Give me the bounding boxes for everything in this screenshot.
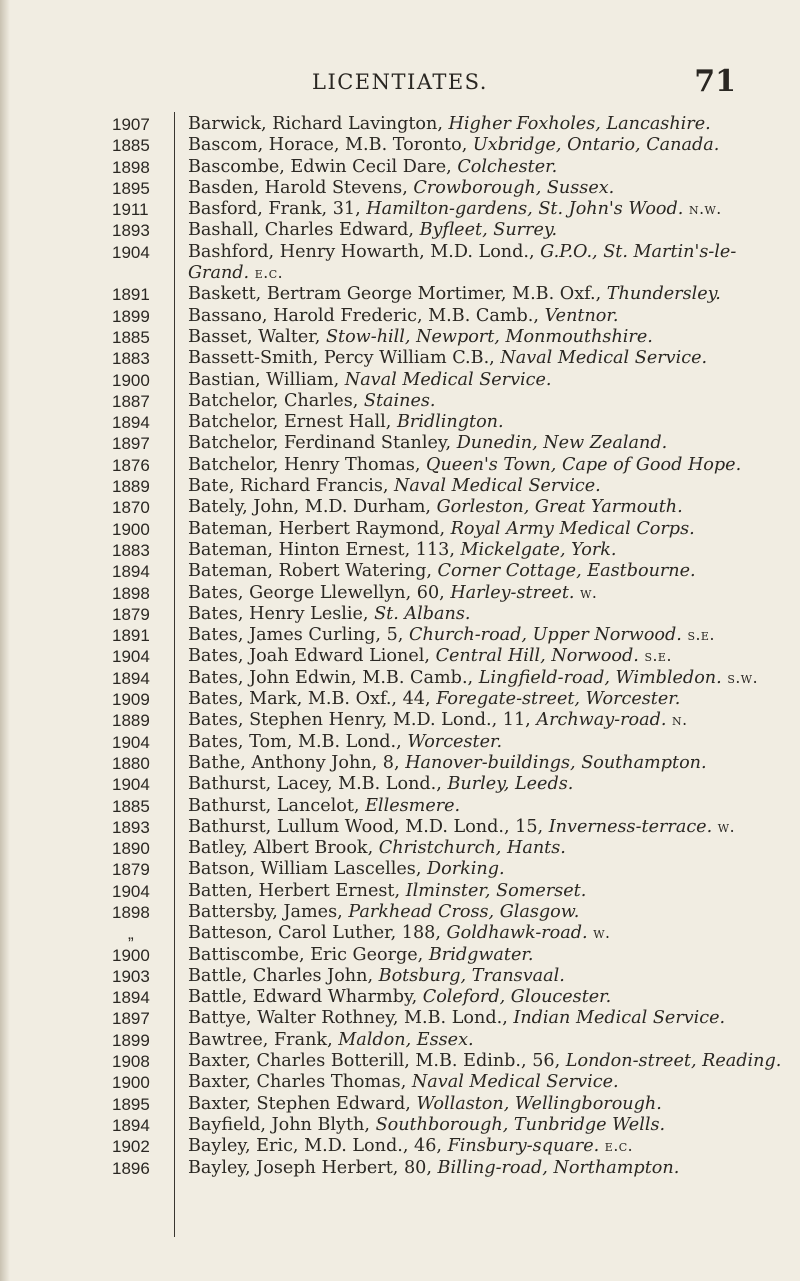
entry-text (188, 1030, 474, 1051)
entry-name: Bastian, William, (188, 369, 345, 390)
entry-name: Basden, Harold Stevens, (188, 177, 414, 198)
entry-text (188, 476, 601, 497)
entry-text (188, 1158, 679, 1179)
entry-year: 1904 (112, 647, 150, 667)
entry-place: Southborough, Tunbridge Wells. (375, 1114, 666, 1135)
list-item (112, 263, 800, 284)
entry-postal-district: n.w. (688, 200, 722, 219)
list-item (112, 1136, 800, 1157)
list-item (112, 923, 800, 944)
entry-text (188, 966, 565, 987)
entry-place: Thundersley. (606, 284, 721, 305)
entry-text (188, 135, 719, 156)
entry-text (188, 817, 735, 838)
list-item (112, 1051, 800, 1072)
entry-name: Batteson, Carol Luther, 188, (188, 923, 447, 944)
entry-year: 1904 (112, 881, 150, 901)
entry-year: 1909 (112, 690, 150, 710)
entry-year: 1893 (112, 817, 150, 837)
entry-year: 1904 (112, 732, 150, 752)
entry-text (188, 391, 436, 412)
entry-year: 1885 (112, 136, 150, 156)
entry-text (188, 1072, 619, 1093)
page-header (0, 58, 800, 99)
entry-text (188, 242, 736, 263)
entry-text (188, 668, 758, 689)
list-item (112, 710, 800, 731)
entry-name: Bathe, Anthony John, 8, (188, 752, 406, 773)
entry-name: Battye, Walter Rothney, M.B. Lond., (188, 1008, 514, 1029)
entry-year: 1899 (112, 1030, 150, 1050)
entry-name: Bassano, Harold Frederic, M.B. Camb., (188, 305, 545, 326)
list-item (112, 1030, 800, 1051)
entry-place: Dunedin, New Zealand. (456, 433, 668, 454)
entry-text (188, 220, 557, 241)
entry-year: 1876 (112, 455, 150, 475)
entry-place: Finsbury-square. (447, 1136, 600, 1157)
list-item (112, 838, 800, 859)
entry-name: Bate, Richard Francis, (188, 476, 395, 497)
entry-text (188, 412, 504, 433)
list-item (112, 796, 800, 817)
entry-postal-district: w. (593, 924, 611, 943)
entry-text (188, 519, 695, 540)
entry-place: Billing-road, Northampton. (437, 1157, 680, 1178)
entry-place: Indian Medical Service. (513, 1008, 726, 1029)
list-item (112, 668, 800, 689)
entry-text (188, 859, 505, 880)
entry-text (188, 327, 653, 348)
entry-text (188, 1008, 725, 1029)
entry-year: 1879 (112, 860, 150, 880)
list-item (112, 902, 800, 923)
entry-place: Goldhawk-road. (446, 923, 588, 944)
entry-text (188, 646, 672, 667)
entry-text (188, 306, 618, 327)
entry-name: Bateman, Herbert Raymond, (188, 518, 451, 539)
entry-name: Baxter, Charles Thomas, (188, 1072, 412, 1093)
list-item (112, 199, 800, 220)
entry-year: 1880 (112, 753, 150, 773)
entry-name: Batley, Albert Brook, (188, 838, 379, 859)
entry-postal-district: w. (717, 817, 736, 836)
entry-place: Byfleet, Surrey. (419, 220, 558, 241)
entry-name: Bayfield, John Blyth, (188, 1114, 376, 1135)
entry-year: 1894 (112, 668, 150, 688)
running-title: LICENTIATES. (312, 70, 488, 94)
entry-text (188, 945, 533, 966)
entry-place: Gorleston, Great Yarmouth. (436, 497, 683, 518)
entry-year: 1896 (112, 1158, 150, 1178)
entry-postal-district: e.c. (604, 1137, 634, 1156)
entry-place: Ilminster, Somerset. (405, 880, 587, 901)
entry-place: Bridgwater. (428, 944, 534, 965)
entry-text (188, 1115, 665, 1136)
entry-text (188, 263, 283, 284)
list-item (112, 1158, 800, 1179)
entry-name: Battersby, James, (188, 901, 349, 922)
entry-place: Botsburg, Transvaal. (378, 965, 565, 986)
entry-name: Bassett-Smith, Percy William C.B., (188, 348, 501, 369)
entry-name: Bates, George Llewellyn, 60, (188, 582, 451, 603)
entry-place: Grand. (188, 263, 250, 284)
entry-name: Bathurst, Lancelot, (188, 795, 366, 816)
entry-place: Corner Cottage, Eastbourne. (437, 561, 696, 582)
list-item (112, 561, 800, 582)
list-item (112, 859, 800, 880)
entry-place: Coleford, Gloucester. (422, 987, 612, 1008)
list-item (112, 348, 800, 369)
entry-name: Batchelor, Ferdinand Stanley, (188, 433, 457, 454)
entry-text (188, 455, 741, 476)
entry-name: Batten, Herbert Ernest, (188, 880, 406, 901)
entry-place: Colchester. (457, 156, 558, 177)
entry-year: 1897 (112, 1009, 150, 1029)
entry-place: St. Albans. (374, 603, 471, 624)
entry-year: 1900 (112, 519, 150, 539)
entry-year: 1891 (112, 626, 150, 646)
list-item (112, 774, 800, 795)
entry-year: 1897 (112, 434, 150, 454)
list-item (112, 135, 800, 156)
entry-name: Baskett, Bertram George Mortimer, M.B. Oxf., (188, 284, 607, 305)
entry-postal-district: s.w. (727, 668, 759, 687)
entry-text (188, 710, 688, 731)
list-item (112, 497, 800, 518)
entry-postal-district: s.e. (687, 626, 715, 645)
list-item (112, 945, 800, 966)
entry-text (188, 370, 552, 391)
entry-place: Wollaston, Wellingborough. (416, 1093, 662, 1114)
list-item (112, 1115, 800, 1136)
entry-text (188, 796, 460, 817)
entry-place: Naval Medical Service. (344, 369, 552, 390)
list-item (112, 625, 800, 646)
entry-name: Bathurst, Lacey, M.B. Lond., (188, 774, 448, 795)
entry-place: Uxbridge, Ontario, Canada. (472, 135, 720, 156)
entry-text (188, 753, 707, 774)
entry-text (188, 157, 557, 178)
entry-name: Battle, Edward Wharmby, (188, 987, 423, 1008)
list-item (112, 284, 800, 305)
entry-name: Bateman, Hinton Ernest, 113, (188, 539, 461, 560)
entry-text (188, 1051, 781, 1072)
entry-name: Barwick, Richard Lavington, (188, 114, 449, 134)
list-item (112, 1072, 800, 1093)
entry-place: Hamilton-gardens, St. John's Wood. (366, 199, 684, 220)
list-item (112, 157, 800, 178)
entry-name: Bateman, Robert Watering, (188, 561, 438, 582)
list-item (112, 646, 800, 667)
entry-text (188, 561, 696, 582)
list-item (112, 220, 800, 241)
list-item (112, 455, 800, 476)
entry-postal-district: n. (672, 711, 688, 730)
entry-place: Naval Medical Service. (500, 348, 708, 369)
entry-year: 1911 (112, 200, 149, 220)
page-edge-shadow (0, 0, 10, 1281)
entry-place: London-street, Reading. (565, 1051, 782, 1072)
entry-place: Inverness-terrace. (548, 816, 713, 837)
list-item (112, 689, 800, 710)
entry-name: Bates, Joah Edward Lionel, (188, 646, 436, 667)
entry-name: Bashall, Charles Edward, (188, 220, 420, 241)
list-item (112, 242, 800, 263)
entry-place: Christchurch, Hants. (378, 838, 566, 859)
entry-year: 1902 (112, 1137, 150, 1157)
entry-name: Battiscombe, Eric George, (188, 944, 429, 965)
entry-place: G.P.O., St. Martin's-le- (540, 241, 737, 262)
entry-year: 1908 (112, 1052, 150, 1072)
entry-postal-district: w. (580, 583, 598, 602)
entry-text (188, 199, 722, 220)
list-item (112, 391, 800, 412)
entry-text (188, 987, 611, 1008)
entry-name: Bates, Tom, M.B. Lond., (188, 731, 408, 752)
entry-place: Mickelgate, York. (460, 539, 617, 560)
entry-text (188, 625, 715, 646)
entry-name: Batchelor, Ernest Hall, (188, 412, 397, 433)
list-item (112, 817, 800, 838)
entry-place: Church-road, Upper Norwood. (409, 625, 682, 646)
entry-name: Batson, William Lascelles, (188, 859, 428, 880)
entry-name: Bates, Stephen Henry, M.D. Lond., 11, (188, 710, 537, 731)
entry-year: 1893 (112, 221, 150, 241)
entry-name: Batchelor, Charles, (188, 390, 364, 411)
entry-place: Parkhead Cross, Glasgow. (348, 901, 580, 922)
entry-name: Bathurst, Lullum Wood, M.D. Lond., 15, (188, 816, 549, 837)
entry-place: Stow-hill, Newport, Monmouthshire. (325, 326, 653, 347)
entry-name: Bately, John, M.D. Durham, (188, 497, 437, 518)
entry-year: 1885 (112, 327, 150, 347)
entry-place: Higher Foxholes, Lancashire. (448, 114, 711, 134)
entry-name: Bascom, Horace, M.B. Toronto, (188, 135, 473, 156)
list-item (112, 1008, 800, 1029)
entry-text (188, 583, 597, 604)
list-item (112, 732, 800, 753)
entry-place: Queen's Town, Cape of Good Hope. (426, 454, 742, 475)
licentiate-list (112, 114, 800, 1179)
entry-year: 1889 (112, 711, 150, 731)
entry-name: Bates, Henry Leslie, (188, 603, 375, 624)
entry-place: Burley, Leeds. (447, 774, 574, 795)
entry-place: Naval Medical Service. (394, 476, 601, 497)
entry-year: 1887 (112, 391, 150, 411)
entry-postal-district: s.e. (644, 647, 672, 666)
list-item (112, 987, 800, 1008)
entry-year: 1907 (112, 115, 150, 134)
entry-text (188, 923, 610, 944)
entry-year: 1894 (112, 988, 150, 1008)
entry-text (188, 838, 566, 859)
entry-name: Batchelor, Henry Thomas, (188, 454, 427, 475)
entry-name: Basset, Walter, (188, 326, 326, 347)
entry-text (188, 497, 683, 518)
entry-text (188, 881, 586, 902)
entry-text (188, 1136, 633, 1157)
list-item (112, 433, 800, 454)
entry-year: 1883 (112, 540, 150, 560)
entry-place: Ventnor. (544, 305, 619, 326)
entry-place: Archway-road. (536, 710, 667, 731)
entry-name: Basford, Frank, 31, (188, 199, 367, 220)
entry-year: 1904 (112, 775, 150, 795)
entry-year: 1899 (112, 306, 150, 326)
entry-place: Central Hill, Norwood. (435, 646, 639, 667)
entry-year: 1904 (112, 242, 150, 262)
entry-name: Bashford, Henry Howarth, M.D. Lond., (188, 241, 541, 262)
list-item (112, 966, 800, 987)
entry-postal-district: e.c. (254, 264, 284, 283)
entry-text (188, 178, 614, 199)
entry-name: Bawtree, Frank, (188, 1029, 339, 1050)
entry-year: 1883 (112, 349, 150, 369)
entry-place: Lingfield-road, Wimbledon. (478, 667, 722, 688)
list-item (112, 519, 800, 540)
entry-place: Royal Army Medical Corps. (450, 518, 695, 539)
entry-place: Staines. (363, 390, 436, 411)
entry-text (188, 348, 707, 369)
entry-text (188, 284, 721, 305)
entry-name: Bates, James Curling, 5, (188, 625, 409, 646)
entry-year: 1894 (112, 413, 150, 433)
entry-name: Battle, Charles John, (188, 965, 379, 986)
entry-place: Foregate-street, Worcester. (436, 689, 681, 710)
list-item (112, 114, 800, 135)
entry-place: Crowborough, Sussex. (413, 177, 615, 198)
list-item (112, 540, 800, 561)
entry-place: Naval Medical Service. (411, 1072, 619, 1093)
entry-name: Bates, Mark, M.B. Oxf., 44, (188, 689, 437, 710)
entry-place: Ellesmere. (365, 795, 461, 816)
entry-text (188, 114, 711, 135)
entry-year: 1889 (112, 477, 150, 497)
entry-text (188, 732, 502, 753)
entry-name: Baxter, Charles Botterill, M.B. Edinb., 56, (188, 1051, 566, 1072)
entry-year: 1900 (112, 370, 150, 390)
entry-text (188, 540, 617, 561)
entry-place: Maldon, Essex. (338, 1029, 474, 1050)
entry-place: Worcester. (407, 731, 503, 752)
entry-text (188, 774, 573, 795)
entry-year: 1895 (112, 178, 150, 198)
list-item (112, 412, 800, 433)
list-item (112, 327, 800, 348)
entry-year: 1900 (112, 945, 150, 965)
entry-text (188, 902, 579, 923)
entry-year: 1898 (112, 902, 150, 922)
list-item (112, 1094, 800, 1115)
entry-year: 1890 (112, 839, 150, 859)
list-item (112, 753, 800, 774)
list-item (112, 476, 800, 497)
entry-year: 1898 (112, 157, 150, 177)
entry-name: Bascombe, Edwin Cecil Dare, (188, 156, 458, 177)
entry-place: Harley-street. (450, 582, 575, 603)
entry-text (188, 604, 470, 625)
entry-year: 1885 (112, 796, 150, 816)
list-item (112, 881, 800, 902)
list-item (112, 178, 800, 199)
entry-text (188, 689, 680, 710)
list-item (112, 583, 800, 604)
entry-year: 1870 (112, 498, 150, 518)
entry-text (188, 1094, 662, 1115)
entry-year: 1903 (112, 966, 150, 986)
entry-year: 1894 (112, 1115, 150, 1135)
entry-year: 1900 (112, 1073, 150, 1093)
entry-year: 1898 (112, 583, 150, 603)
entry-year: 1894 (112, 562, 150, 582)
entry-place: Bridlington. (396, 412, 504, 433)
list-item (112, 306, 800, 327)
entry-year: 1891 (112, 285, 150, 305)
list-item (112, 604, 800, 625)
entry-name: Bayley, Joseph Herbert, 80, (188, 1157, 438, 1178)
entry-year: 1879 (112, 604, 150, 624)
entry-place: Hanover-buildings, Southampton. (405, 752, 707, 773)
entry-year: „ (128, 924, 134, 944)
entry-name: Bates, John Edwin, M.B. Camb., (188, 667, 479, 688)
entry-place: Dorking. (427, 859, 505, 880)
entry-name: Bayley, Eric, M.D. Lond., 46, (188, 1136, 448, 1157)
entry-text (188, 433, 667, 454)
entry-name: Baxter, Stephen Edward, (188, 1093, 417, 1114)
list-item (112, 370, 800, 391)
entry-year: 1895 (112, 1094, 150, 1114)
page-number: 71 (694, 64, 736, 99)
